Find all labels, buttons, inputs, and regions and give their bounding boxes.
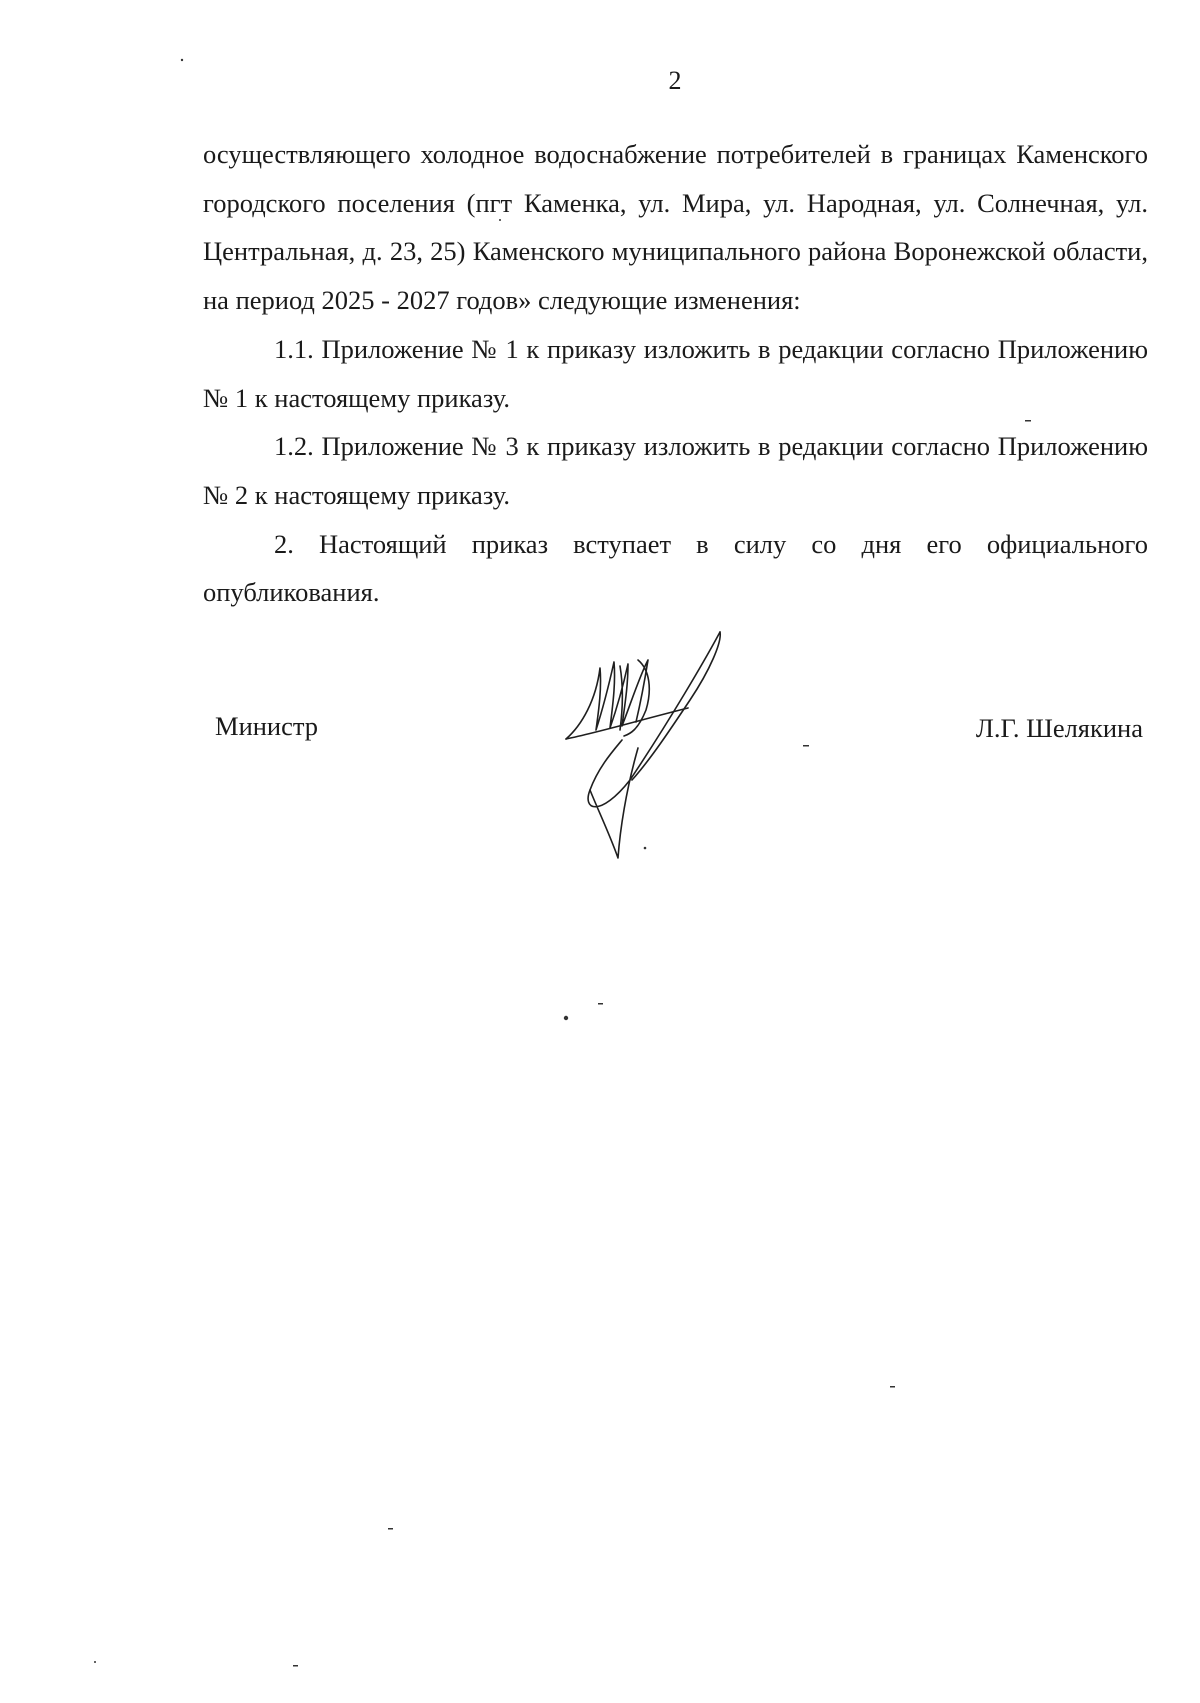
- paragraph-continuation: осуществляющего холодное водоснабжение потребителей в границах Каменского городского поселения (пгт Каменка, ул. Мира, ул. Народная, ул. Солнечная, ул. Центральная, д. 23, 25) Каменского муниципального района Воронежской области, на период 2025 - 2027 годов» следующие изменения:: [203, 139, 1148, 316]
- paragraph-item-2: 2. Настоящий приказ вступает в силу со дня его официального опубликования.: [203, 528, 1148, 608]
- handwritten-signature-icon: [560, 630, 735, 870]
- page-number: 2: [668, 66, 682, 95]
- paragraph-item-1-2: 1.2. Приложение № 3 к приказу изложить в редакции согласно Приложению № 2 к настоящему приказу.: [203, 431, 1148, 510]
- document-body: [203, 130, 1148, 617]
- signatory-name: Л.Г. Шелякина: [975, 713, 1143, 743]
- signatory-title: Министр: [215, 711, 319, 741]
- paragraph-item-1-1: 1.1. Приложение № 1 к приказу изложить в редакции согласно Приложению № 1 к настоящему приказу.: [203, 333, 1148, 413]
